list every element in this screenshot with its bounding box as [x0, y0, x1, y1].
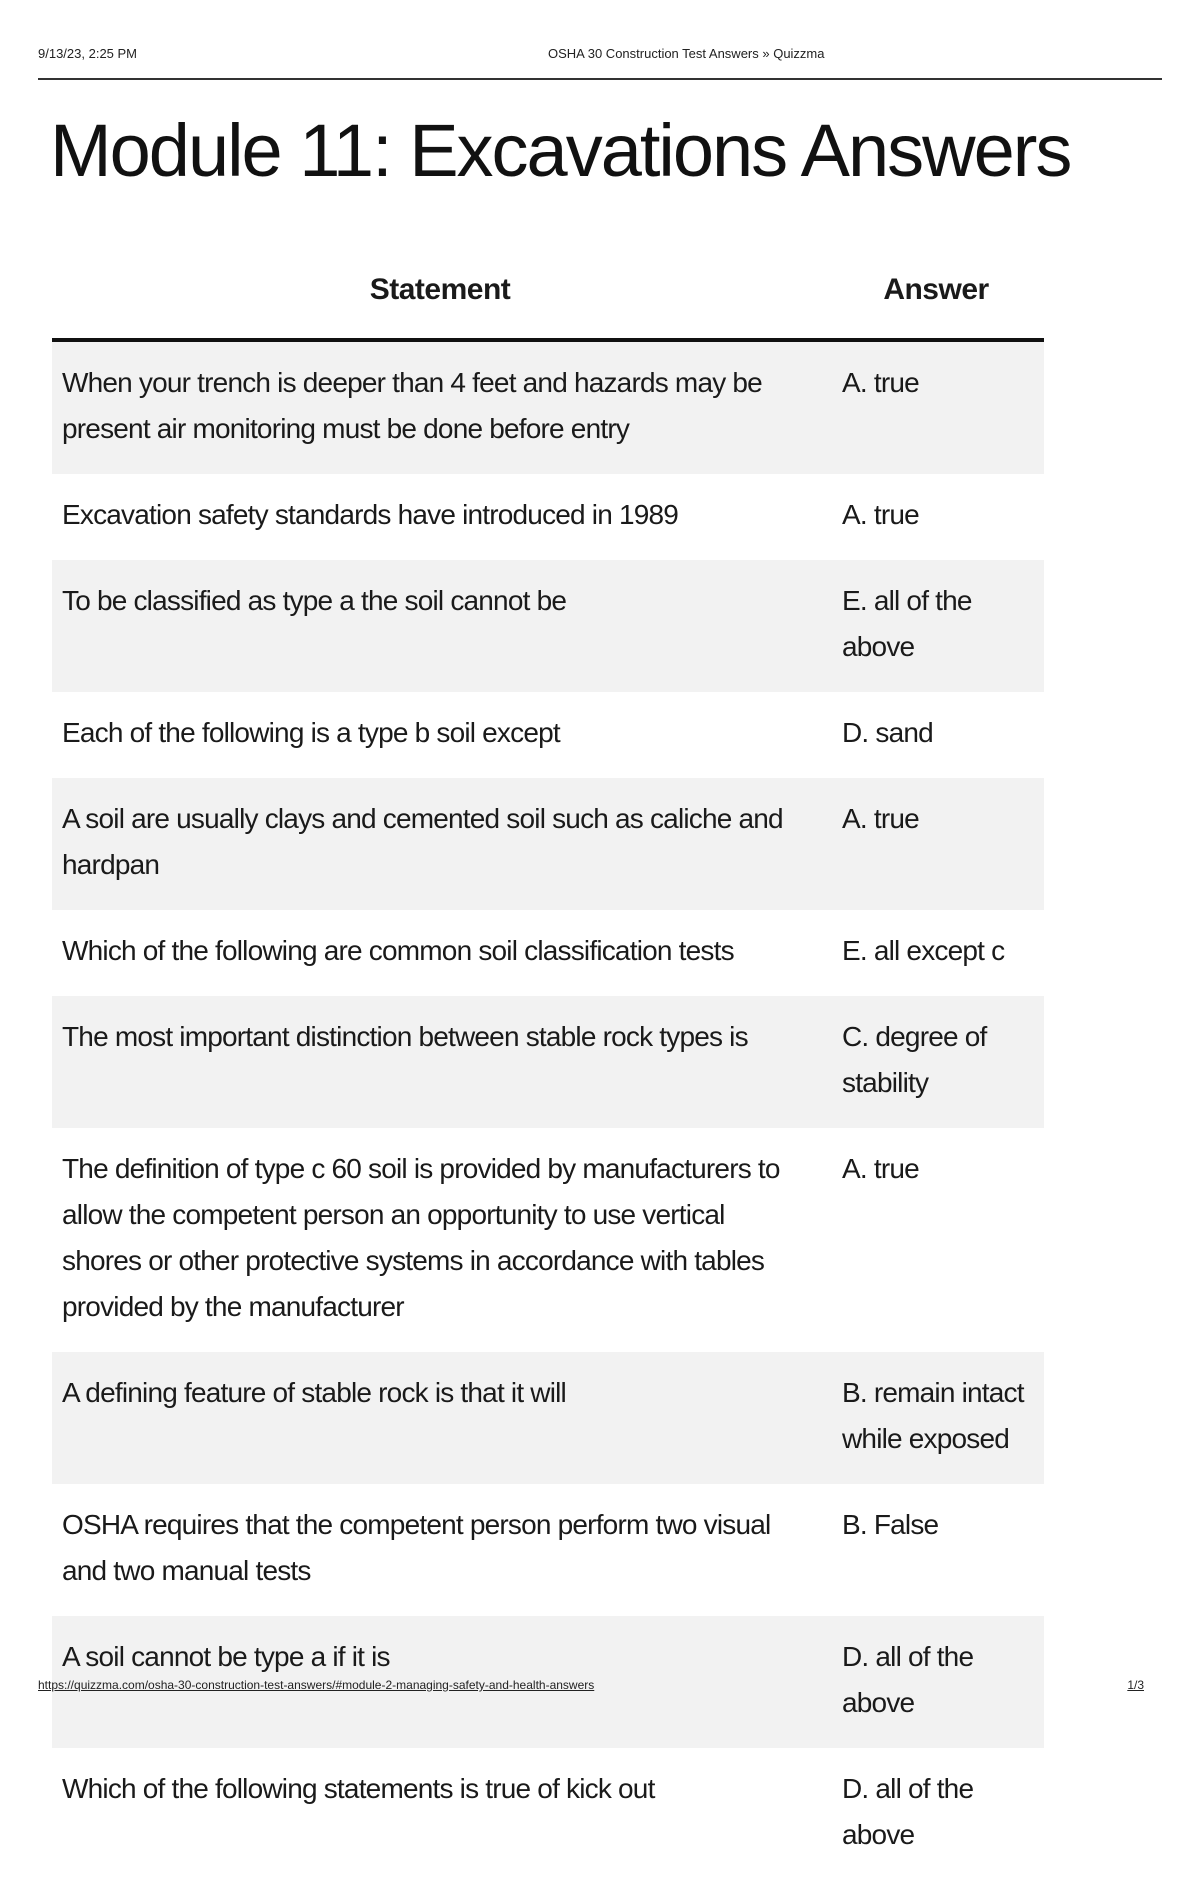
table-row — [52, 340, 1044, 474]
table-row — [52, 996, 1044, 1128]
answer-cell: D. all of the above — [828, 1748, 1044, 1880]
table-row — [52, 1128, 1044, 1352]
table-header-row — [52, 250, 1044, 340]
answer-cell: D. all of the above — [828, 1616, 1044, 1748]
table-row — [52, 1352, 1044, 1484]
answer-cell: A. true — [828, 340, 1044, 474]
table-row — [52, 1484, 1044, 1616]
source-url-link[interactable]: https://quizzma.com/osha-30-construction-test-answers/#module-2-managing-safety-and-health-answers — [38, 1678, 595, 1692]
page-number: 1/3 — [1127, 1678, 1144, 1692]
answer-cell: C. degree of stability — [828, 996, 1044, 1128]
statement-column-header: Statement — [52, 250, 828, 340]
statement-cell: OSHA requires that the competent person perform two visual and two manual tests — [52, 1484, 828, 1616]
statement-cell: A soil are usually clays and cemented soil such as caliche and hardpan — [52, 778, 828, 910]
print-page-title: OSHA 30 Construction Test Answers » Quizzma — [548, 46, 825, 61]
table-row — [52, 910, 1044, 996]
statement-cell: Which of the following are common soil classification tests — [52, 910, 828, 996]
print-date-time: 9/13/23, 2:25 PM — [38, 46, 138, 61]
module-title: Module 11: Excavations Answers — [50, 109, 1071, 192]
statement-cell: The most important distinction between stable rock types is — [52, 996, 828, 1128]
answer-cell: E. all of the above — [828, 560, 1044, 692]
print-header — [38, 46, 1162, 70]
answer-cell: D. sand — [828, 692, 1044, 778]
answer-cell: B. False — [828, 1484, 1044, 1616]
statement-cell: A soil cannot be type a if it is — [52, 1616, 828, 1748]
answer-cell: E. all except c — [828, 910, 1044, 996]
table-row — [52, 692, 1044, 778]
header-divider — [38, 78, 1162, 80]
print-footer — [38, 1678, 1162, 1698]
statement-cell: When your trench is deeper than 4 feet and hazards may be present air monitoring must be done before entry — [52, 340, 828, 474]
answer-cell: A. true — [828, 1128, 1044, 1352]
table-row — [52, 560, 1044, 692]
answer-cell: A. true — [828, 778, 1044, 910]
statement-cell: Each of the following is a type b soil except — [52, 692, 828, 778]
statement-cell: Excavation safety standards have introduced in 1989 — [52, 474, 828, 560]
statement-cell: Which of the following statements is true of kick out — [52, 1748, 828, 1880]
answer-cell: B. remain intact while exposed — [828, 1352, 1044, 1484]
table-row — [52, 1748, 1044, 1880]
answer-cell: A. true — [828, 474, 1044, 560]
table-row — [52, 778, 1044, 910]
statement-cell: To be classified as type a the soil cannot be — [52, 560, 828, 692]
table-row — [52, 474, 1044, 560]
statement-cell: The definition of type c 60 soil is provided by manufacturers to allow the competent person an opportunity to use vertical shores or other protective systems in accordance with tables provided by the manufacturer — [52, 1128, 828, 1352]
answer-column-header: Answer — [828, 250, 1044, 340]
statement-cell: A defining feature of stable rock is that it will — [52, 1352, 828, 1484]
answers-table — [52, 250, 1044, 1880]
